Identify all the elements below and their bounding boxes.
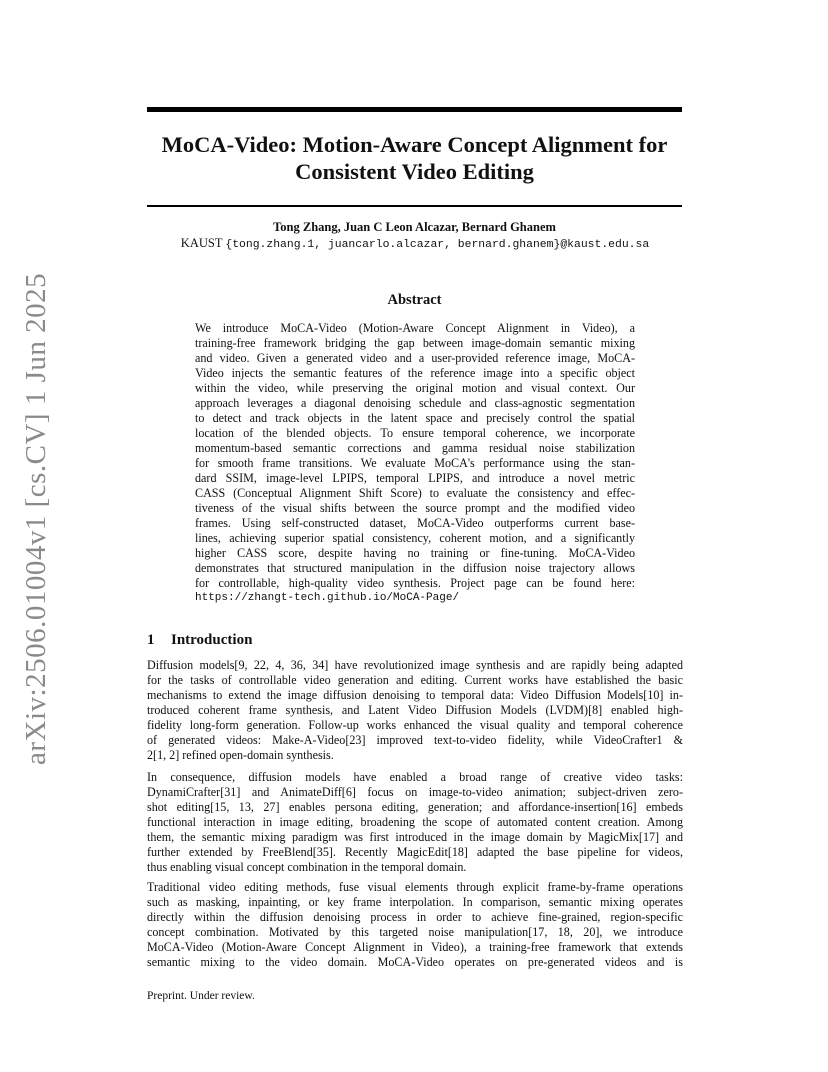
- paragraph-line: Diffusion models[9, 22, 4, 36, 34] have revolutionized image synthesis and are rapidly being adapted: [147, 658, 683, 672]
- paragraph-line: Traditional video editing methods, fuse visual elements through explicit frame-by-frame operations: [147, 880, 683, 894]
- abstract-line: within the video, while preserving the original motion and visual context. Our: [195, 381, 635, 395]
- section-title: Introduction: [171, 632, 253, 648]
- institution: KAUST: [180, 236, 226, 250]
- paragraph-line: shot editing[15, 13, 27] enables persona editing, generation; and affordance-insertion[16] embeds: [147, 800, 683, 814]
- paragraph-line: of generated videos: Make-A-Video[23] improved text-to-video fidelity, while VideoCrafter1 &: [147, 733, 683, 747]
- author-list: Tong Zhang, Juan C Leon Alcazar, Bernard Ghanem: [273, 220, 556, 234]
- abstract-heading: Abstract: [387, 292, 442, 308]
- paragraph-line: such as masking, inpainting, or key frame interpolation. In comparison, semantic mixing operates: [147, 895, 683, 909]
- abstract-line: demonstrates that structured manipulation in the diffusion noise trajectory allows: [195, 561, 635, 575]
- intro-paragraph: [147, 658, 683, 763]
- paragraph-line: mechanisms to extend the image diffusion denoising to temporal data: Video Diffusion Models[10] in-: [147, 688, 683, 702]
- abstract-line: tiveness of the visual shifts between the source prompt and the modified video: [195, 501, 635, 515]
- project-page-link[interactable]: https://zhangt-tech.github.io/MoCA-Page/: [195, 592, 460, 604]
- paragraph-line: directly within the diffusion denoising process in order to achieve fine-grained, region-specific: [147, 910, 683, 924]
- abstract-line: Video injects the semantic features of the reference image into a specific object: [195, 366, 635, 380]
- abstract-line: for smooth frame transitions. We evaluate MoCA's performance using the stan-: [195, 456, 635, 470]
- abstract-line: and video. Given a generated video and a user-provided reference image, MoCA-: [195, 351, 635, 365]
- intro-paragraph: [147, 880, 683, 970]
- paragraph-line: fidelity long-form generation. Follow-up works enhanced the visual quality and temporal coherence: [147, 718, 683, 732]
- abstract-line: to detect and track objects in the latent space and precisely control the spatial: [195, 411, 635, 425]
- paragraph-line: DynamiCrafter[31] and AnimateDiff[6] focus on image-to-video animation; subject-driven zero-: [147, 785, 683, 799]
- abstract-body: [195, 321, 635, 606]
- abstract-line: CASS (Conceptual Alignment Shift Score) to evaluate the consistency and effec-: [195, 486, 635, 500]
- paper-title: [147, 131, 682, 185]
- abstract-line: higher CASS score, despite having no training or fine-tuning. MoCA-Video: [195, 546, 635, 560]
- abstract-line: approach leverages a diagonal denoising schedule and class-agnostic segmentation: [195, 396, 635, 410]
- section-number: 1: [147, 632, 155, 648]
- abstract-line: We introduce MoCA-Video (Motion-Aware Concept Alignment in Video), a: [195, 321, 635, 335]
- paragraph-line: MoCA-Video (Motion-Aware Concept Alignment in Video), a training-free framework that extends: [147, 940, 683, 954]
- paragraph-line: thus enabling visual concept combination in the temporal domain.: [147, 860, 467, 874]
- arxiv-identifier: arXiv:2506.01004v1 [cs.CV] 1 Jun 2025: [20, 272, 52, 765]
- footer-note: Preprint. Under review.: [147, 990, 255, 1002]
- paragraph-line: semantic mixing to the video domain. MoCA-Video operates on pre-generated videos and is: [147, 955, 683, 969]
- title-top-rule: [147, 107, 682, 112]
- paragraph-line: In consequence, diffusion models have enabled a broad range of creative video tasks:: [147, 770, 683, 784]
- title-bottom-rule: [147, 205, 682, 207]
- author-emails[interactable]: {tong.zhang.1, juancarlo.alcazar, bernard.ghanem}@kaust.edu.sa: [225, 239, 650, 251]
- intro-paragraph: [147, 770, 683, 875]
- abstract-line: for controllable, high-quality video synthesis. Project page can be found here:: [195, 576, 635, 590]
- abstract-line: location of the blended objects. To ensure temporal coherence, we incorporate: [195, 426, 635, 440]
- title-line: MoCA-Video: Motion-Aware Concept Alignment for: [161, 132, 668, 157]
- paragraph-line: functional interaction in image editing, broadening the scope of automated content creation. Among: [147, 815, 683, 829]
- paragraph-line: further extended by FreeBlend[35]. Recently MagicEdit[18] adapted the base pipeline for videos,: [147, 845, 683, 859]
- abstract-line: dard SSIM, image-level LPIPS, temporal LPIPS, and introduce a novel metric: [195, 471, 635, 485]
- paragraph-line: troduced coherent frame synthesis, and Latent Video Diffusion Models (LVDM)[8] enabled high-: [147, 703, 683, 717]
- abstract-line: momentum-based semantic corrections and gamma residual noise stabilization: [195, 441, 635, 455]
- abstract-line: frames. Using self-constructed dataset, MoCA-Video outperforms current base-: [195, 516, 635, 530]
- section-heading-introduction: [147, 632, 252, 649]
- affiliation: [140, 236, 690, 251]
- paragraph-line: 2[1, 2] refined open-domain synthesis.: [147, 748, 334, 762]
- title-line: Consistent Video Editing: [295, 159, 534, 184]
- paragraph-line: concept combination. Motivated by this targeted noise manipulation[17, 18, 20], we introduce: [147, 925, 683, 939]
- abstract-line: training-free framework bridging the gap between image-domain semantic mixing: [195, 336, 635, 350]
- abstract-line: lines, achieving superior spatial consistency, coherent motion, and a significantly: [195, 531, 635, 545]
- paragraph-line: them, the semantic mixing paradigm was first introduced in the image domain by MagicMix[17] and: [147, 830, 683, 844]
- paragraph-line: for the tasks of controllable video generation and editing. Current works have established the basic: [147, 673, 683, 687]
